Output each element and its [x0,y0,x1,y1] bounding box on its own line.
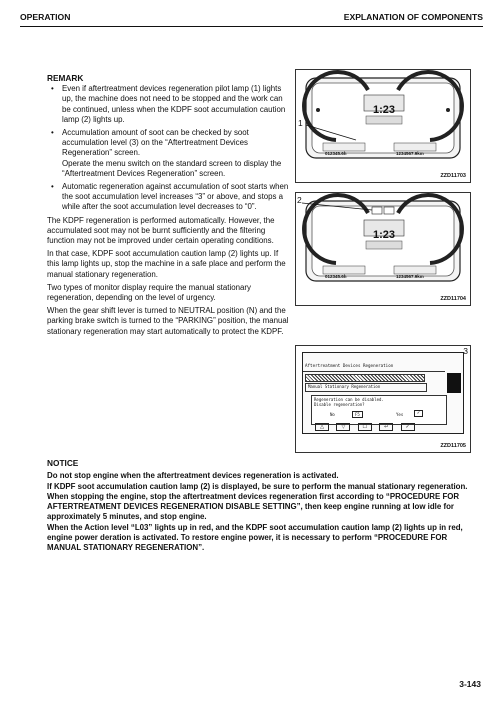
body-paragraph: The KDPF regeneration is performed automatically. However, the accumulated soot may not be burnt sufficiently and the filtering function may not be improved under certain operating conditions. [47,215,275,246]
figure-code: ZZD11705 [440,443,466,449]
remark-title: REMARK [47,73,84,83]
header-right: EXPLANATION OF COMPONENTS [343,12,483,22]
dialog-box [311,395,447,425]
figure-monitor-2 [295,192,471,306]
f4-icon[interactable]: ↩ [379,423,393,431]
menu-item-manual-regeneration[interactable]: Manual Stationary Regeneration [305,383,427,392]
remark-bullet: • Even if aftertreatment devices regeneration pilot lamp (1) lights up, the machine does not need to be stopped and the work can be continued, unless when the KDPF soot accumulation caution lamp (2) lights up. [51,84,286,124]
body-paragraph: Two types of monitor display require the manual stationary regeneration, depending on the level of urgency. [47,282,251,303]
f3-icon[interactable]: ☐ [358,423,372,431]
f5-icon[interactable]: ✓ [401,423,415,431]
monitor-odometer: 1234567.9km [396,274,424,279]
callout-number: 3 [463,346,468,356]
no-label: No [330,412,335,417]
notice-section [47,458,483,554]
body-paragraph: When the gear shift lever is turned to NEUTRAL position (N) and the parking brake switch is turned to the “PARKING” position, the manual stationary regeneration may start automatically to protect the KDPF. [47,306,289,336]
screen-title-bar: Aftertreatment Devices Regeneration [303,363,445,372]
f1-icon[interactable]: △ [315,423,329,431]
yes-label: Yes [396,412,404,417]
soot-level-indicator [447,373,461,393]
remark-list [47,84,289,212]
monitor-illustration-2 [296,193,470,305]
monitor-odometer: 1234567.9km [396,151,424,156]
body-paragraph: In that case, KDPF soot accumulation caution lamp (2) lights up. If this lamp lights up, stop the machine in a safe place and perform the manual stationary regeneration. [47,249,286,279]
dialog-message: Regeneration can be disabled. [314,397,384,402]
f5-button[interactable]: F5 [352,411,363,418]
dialog-question: Disable regeneration? [314,402,365,407]
monitor-clock: 1:23 [373,104,396,116]
figure-code: ZZD11703 [440,173,466,179]
remark-bullet: • Automatic regeneration against accumulation of soot starts when the soot accumulation level increases “3” or above, and stops a while after the soot accumulation level decreases to “0”. [51,182,289,212]
remark-bullet-text: Even if aftertreatment devices regeneration pilot lamp (1) lights up, the machine does not need to be stopped and the work can be continued, unless when the KDPF soot accumulation caution lamp (2) lights up. [62,84,286,124]
notice-line: Do not stop engine when the aftertreatment devices regeneration is activated. [47,471,339,481]
monitor-hour-meter: 012345.6h [325,274,347,279]
yes-check-icon[interactable]: ✓ [414,410,423,417]
page-header [20,8,483,27]
remark-bullet: • Accumulation amount of soot can be checked by soot accumulation level (3) on the “Aftertreatment Devices Regeneration” screen. Operate the menu switch on the standard screen to display the “Aftertreatment Devices Regeneration” screen. [47,128,289,179]
monitor-clock: 1:23 [373,229,396,241]
function-key-row [315,423,415,431]
notice-line: When stopping the engine, stop the aftertreatment devices regeneration first according to “PROCEDURE FOR AFTERTREATMENT DEVICES REGENERATION DISABLE SETTING”, then keep engine running at low idle for approximately 5 minutes, and stop engine. [47,491,460,522]
screen-frame [302,352,464,434]
notice-title: NOTICE [47,458,79,468]
notice-line: If KDPF soot accumulation caution lamp (2) is displayed, be sure to perform the manual stationary regeneration. [47,481,468,491]
f2-icon[interactable]: ▽ [336,423,350,431]
figure-monitor-1 [295,69,471,183]
figure-regeneration-screen [295,345,471,453]
soot-level-bar [305,374,425,382]
callout-number: 1 [298,118,303,128]
monitor-illustration-1 [296,70,470,182]
page-number: 3-143 [459,679,481,689]
header-left: OPERATION [20,12,71,22]
remark-bullet-subtext: Operate the menu switch on the standard screen to display the “Aftertreatment Devices Regeneration” screen. [62,158,282,178]
monitor-hour-meter: 012345.6h [325,151,347,156]
callout-number: 2 [297,195,302,205]
remark-bullet-text: Accumulation amount of soot can be checked by soot accumulation level (3) on the “Aftertreatment Devices Regeneration” screen. [62,128,249,158]
figure-code: ZZD11704 [440,296,466,302]
notice-line: When the Action level “L03” lights up in red, and the KDPF soot accumulation caution lamp (2) lights up in red, engine power deration is activated. To restore engine power, it is necessary to perform “PROCEDURE FOR MANUAL STATIONARY REGENERATION”. [47,522,463,553]
remark-bullet-text: Automatic regeneration against accumulation of soot starts when the soot accumulation level increases “3” or above, and stops a while after the soot accumulation level decreases to “0”. [62,182,289,212]
remark-column [47,73,289,340]
